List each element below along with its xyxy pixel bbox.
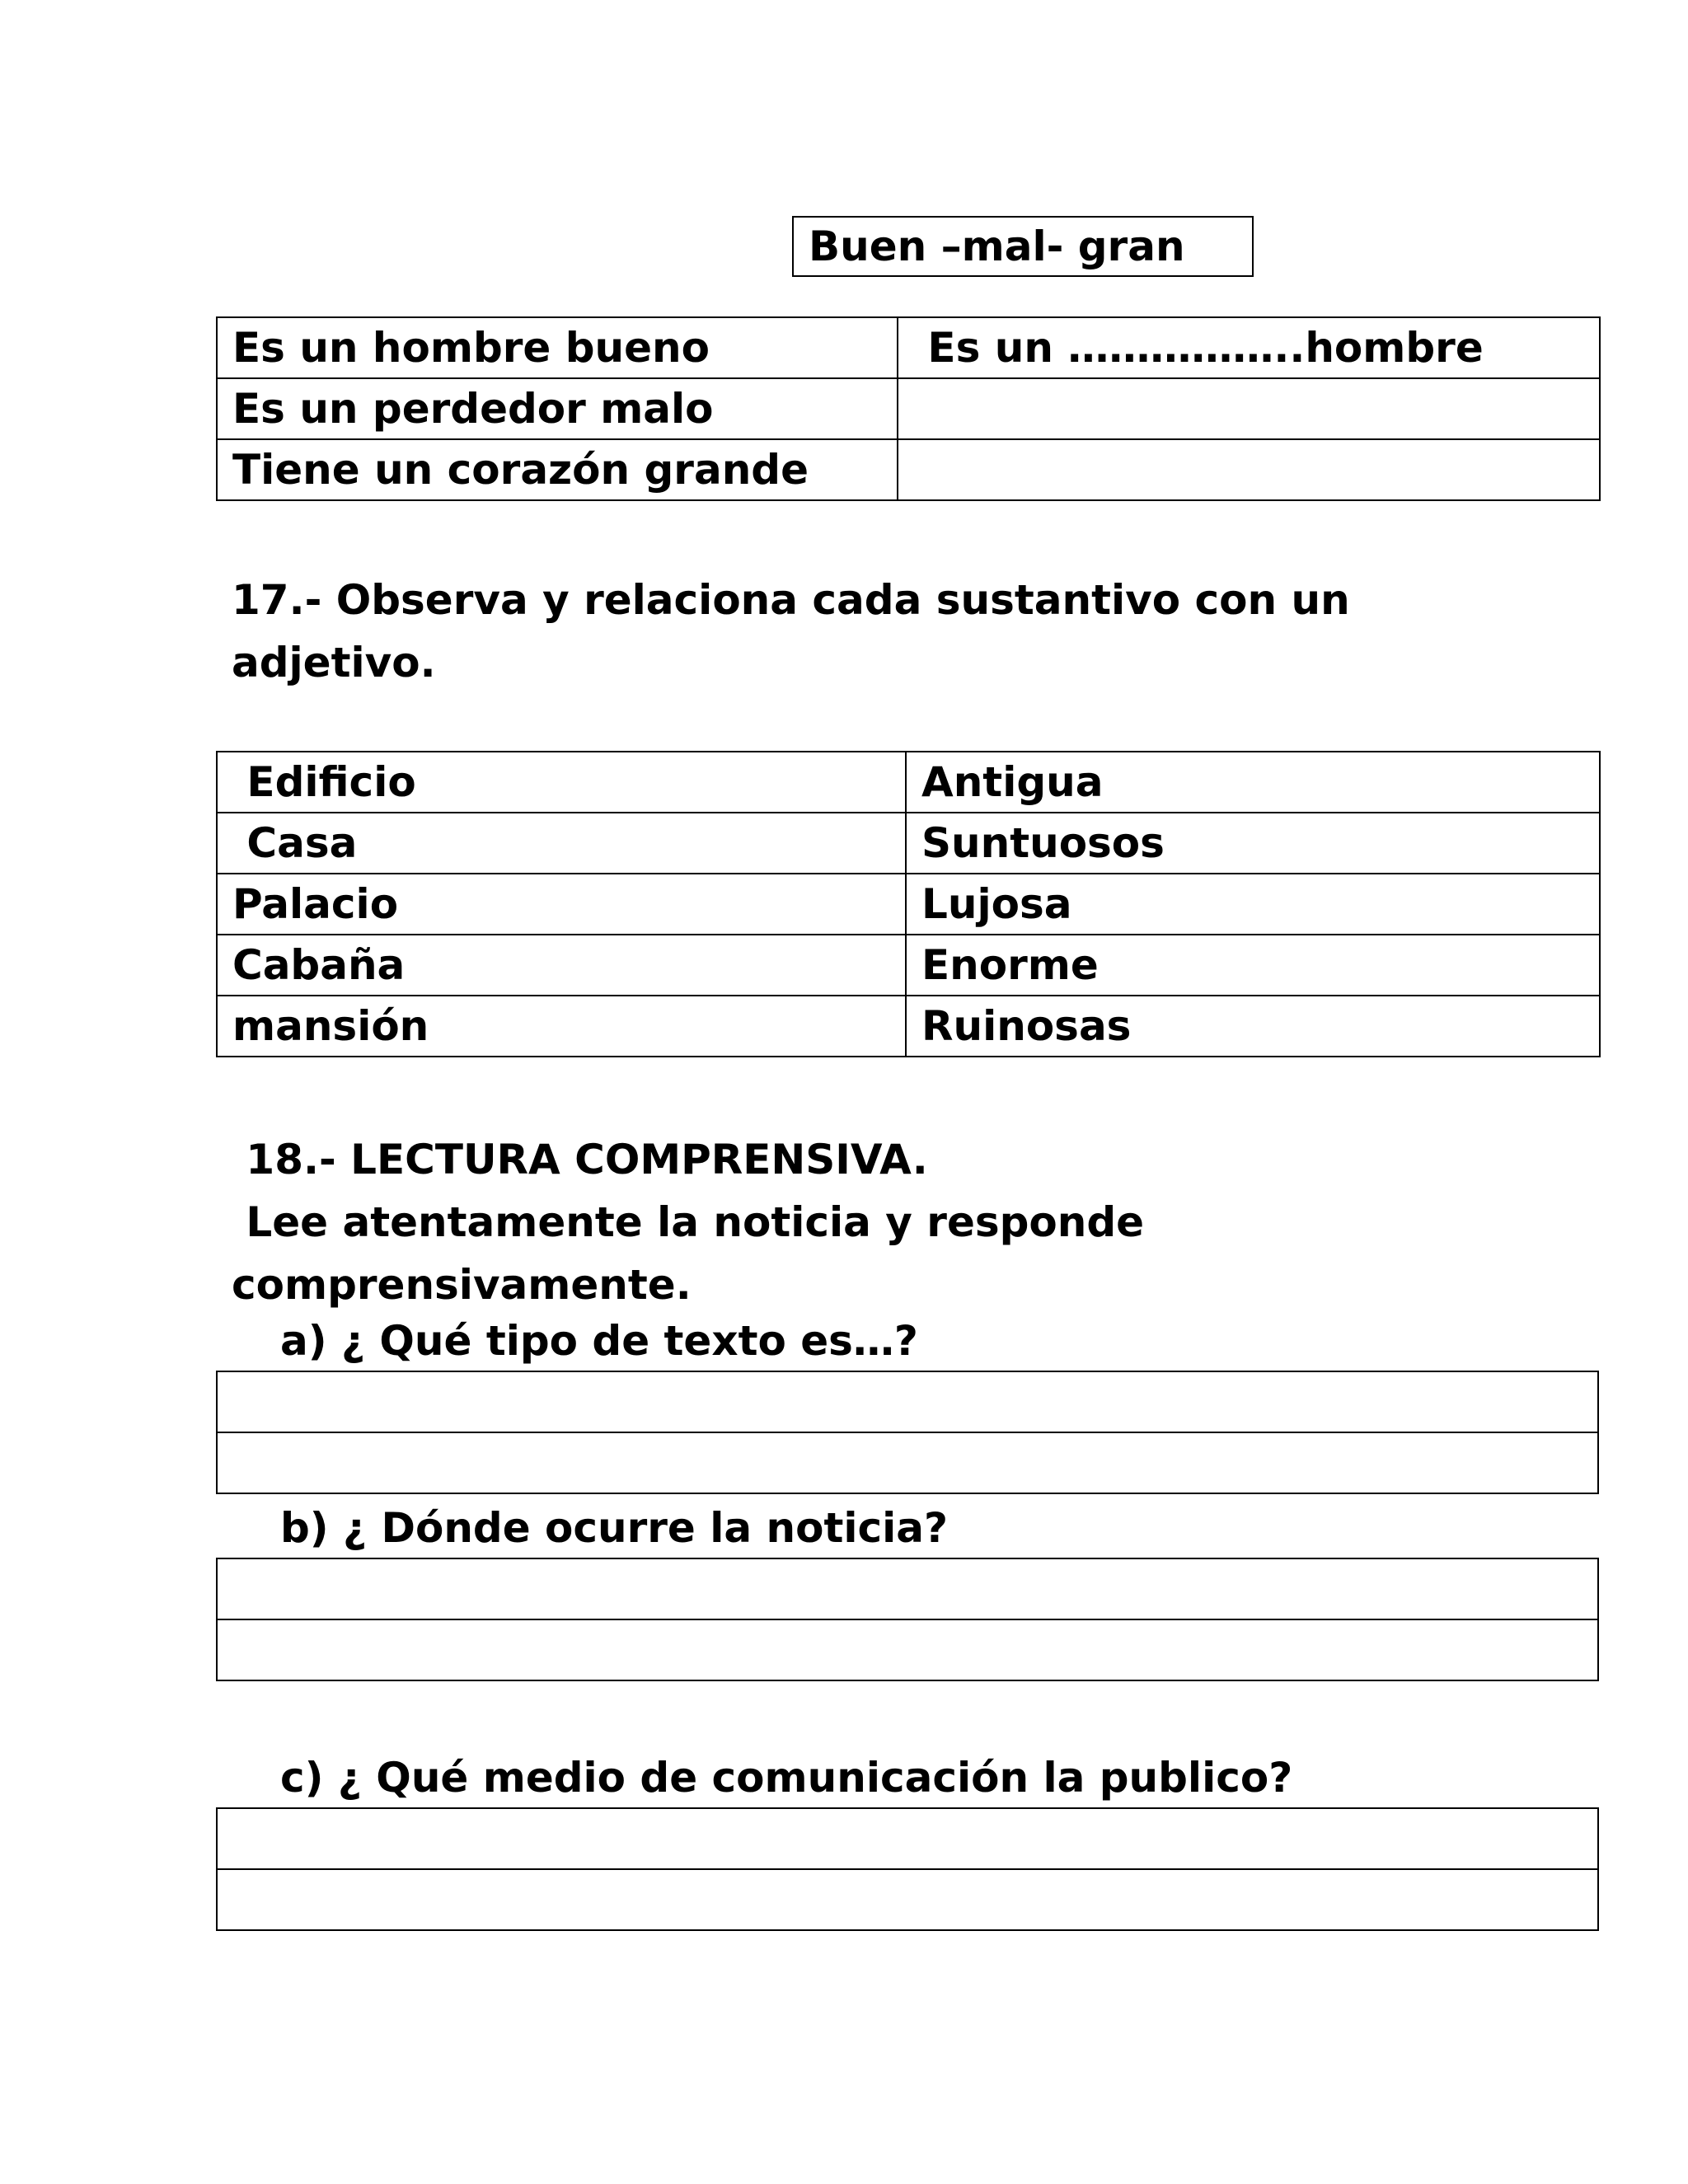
answer-field[interactable] — [217, 1371, 1598, 1432]
answer-cell[interactable]: Es un ……………..hombre — [898, 317, 1600, 378]
adjective-form-table — [216, 316, 1601, 501]
table-row — [217, 813, 1600, 874]
answer-field[interactable] — [217, 1558, 1598, 1619]
noun-cell[interactable]: mansión — [217, 996, 906, 1057]
section-18-line2: comprensivamente. — [232, 1261, 692, 1309]
answer-box-c — [216, 1807, 1599, 1931]
sentence-cell: Es un perdedor malo — [217, 378, 898, 439]
adjective-cell[interactable]: Antigua — [906, 752, 1600, 813]
answer-field[interactable] — [217, 1808, 1598, 1869]
answer-line — [217, 1808, 1598, 1869]
question-a: a) ¿ Qué tipo de texto es…? — [280, 1317, 918, 1365]
answer-field[interactable] — [217, 1619, 1598, 1680]
adjective-cell[interactable]: Lujosa — [906, 874, 1600, 935]
noun-cell[interactable]: Casa — [217, 813, 906, 874]
noun-cell[interactable]: Palacio — [217, 874, 906, 935]
sentence-cell: Tiene un corazón grande — [217, 439, 898, 500]
answer-line — [217, 1371, 1598, 1432]
section-18-line1: Lee atentamente la noticia y responde — [232, 1198, 1145, 1246]
answer-box-b — [216, 1558, 1599, 1681]
table-row — [217, 996, 1600, 1057]
answer-cell[interactable] — [898, 439, 1600, 500]
noun-cell[interactable]: Cabaña — [217, 935, 906, 996]
answer-line — [217, 1869, 1598, 1930]
adjective-cell[interactable]: Suntuosos — [906, 813, 1600, 874]
section-18-title: 18.- LECTURA COMPRENSIVA. — [232, 1136, 928, 1183]
answer-field[interactable] — [217, 1432, 1598, 1493]
answer-field[interactable] — [217, 1869, 1598, 1930]
noun-adjective-table — [216, 751, 1601, 1057]
answer-line — [217, 1558, 1598, 1619]
sentence-cell: Es un hombre bueno — [217, 317, 898, 378]
answer-cell[interactable] — [898, 378, 1600, 439]
noun-cell[interactable]: Edificio — [217, 752, 906, 813]
question-c: c) ¿ Qué medio de comunicación la publico? — [280, 1754, 1293, 1802]
table-row — [217, 874, 1600, 935]
section-17-heading — [232, 569, 1350, 694]
word-box: Buen –mal- gran — [792, 216, 1254, 277]
table-row — [217, 317, 1600, 378]
section-17-line1: 17.- Observa y relaciona cada sustantivo con un — [232, 576, 1350, 624]
answer-line — [217, 1619, 1598, 1680]
table-row — [217, 935, 1600, 996]
table-row — [217, 439, 1600, 500]
section-17-line2: adjetivo. — [232, 639, 436, 687]
section-18-heading — [232, 1128, 1144, 1316]
answer-box-a — [216, 1371, 1599, 1494]
table-row — [217, 378, 1600, 439]
question-b: b) ¿ Dónde ocurre la noticia? — [280, 1504, 949, 1552]
adjective-cell[interactable]: Enorme — [906, 935, 1600, 996]
table-row — [217, 752, 1600, 813]
answer-line — [217, 1432, 1598, 1493]
adjective-cell[interactable]: Ruinosas — [906, 996, 1600, 1057]
